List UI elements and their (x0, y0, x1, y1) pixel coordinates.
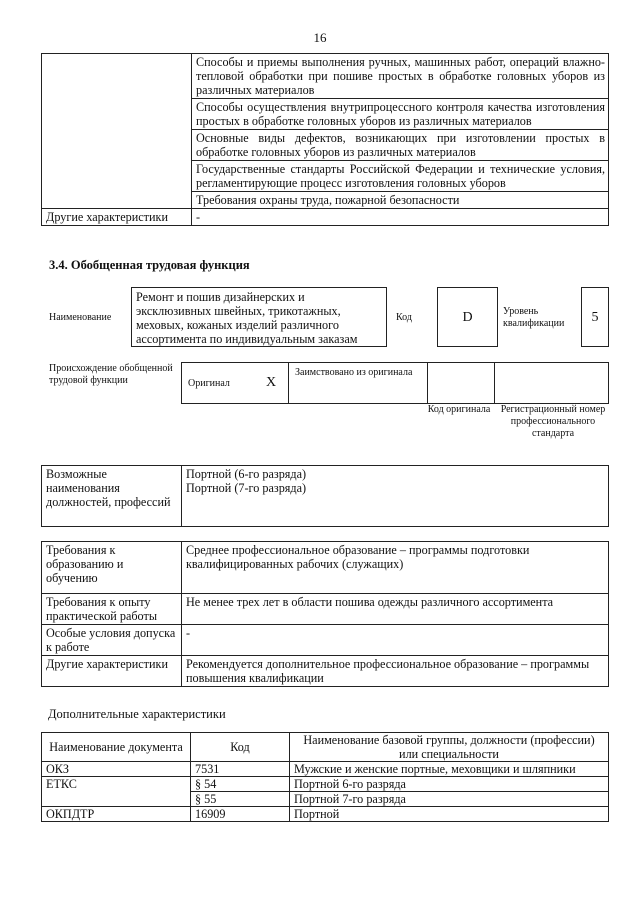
reg-number-cell (495, 363, 609, 404)
table-row (42, 625, 609, 656)
header-code: Код (191, 733, 290, 762)
doc-cell: ОКПДТР (42, 807, 191, 822)
requirement-label: Требования к опыту практической работы (42, 594, 182, 625)
table-row (42, 542, 609, 594)
table-row (42, 733, 609, 762)
code-cell: 7531 (191, 762, 290, 777)
origin-code-cell (428, 363, 495, 404)
table-row (42, 209, 609, 226)
other-characteristics-value: - (192, 209, 609, 226)
function-code-box: D (437, 287, 498, 347)
table-row (42, 656, 609, 687)
requirement-value: Среднее профессиональное образование – программы подготовки квалифицированных рабочих (служащих) (182, 542, 609, 594)
empty-label-cell (42, 54, 192, 209)
additional-table (41, 732, 609, 822)
requirement-label: Особые условия допуска к работе (42, 625, 182, 656)
positions-table (41, 465, 609, 527)
knowledge-item: Способы осуществления внутрипроцессного контроля качества изготовления простых в обработке головных уборов из различных материалов (192, 99, 609, 130)
requirement-value: Рекомендуется дополнительное профессиональное образование – программы повышения квалификации (182, 656, 609, 687)
page-number: 16 (313, 30, 327, 45)
other-characteristics-label: Другие характеристики (42, 209, 192, 226)
position-item: Портной (7-го разряда) (186, 481, 307, 495)
doc-cell: ЕТКС (42, 777, 191, 807)
table-row (182, 363, 609, 404)
code-cell: § 54 (191, 777, 290, 792)
knowledge-item: Основные виды дефектов, возникающих при изготовлении простых в обработке головных уборов из различных материалов (192, 130, 609, 161)
requirement-label: Требования к образованию и обучению (42, 542, 182, 594)
knowledge-table (41, 53, 609, 226)
code-cell: 16909 (191, 807, 290, 822)
knowledge-item: Способы и приемы выполнения ручных, машинных работ, операций влажно-тепловой обработки при пошиве простых в обработке головных уборов из различных материалов (192, 54, 609, 99)
table-row (42, 594, 609, 625)
name-cell: Портной 6-го разряда (290, 777, 609, 792)
origin-label: Происхождение обобщенной трудовой функции (49, 363, 173, 386)
additional-title: Дополнительные характеристики (48, 707, 226, 721)
requirement-value: - (182, 625, 609, 656)
header-document: Наименование документа (42, 733, 191, 762)
table-row (42, 777, 609, 792)
name-cell: Мужские и женские портные, меховщики и шляпники (290, 762, 609, 777)
level-label: Уровень квалификации (503, 306, 565, 329)
header-name: Наименование базовой группы, должности (профессии) или специальности (290, 733, 609, 762)
name-label: Наименование (49, 312, 112, 323)
origin-table (181, 362, 609, 404)
requirement-value: Не менее трех лет в области пошива одежды различного ассортимента (182, 594, 609, 625)
positions-label: Возможные наименования должностей, профессий (42, 466, 182, 527)
table-row (42, 762, 609, 777)
requirements-table (41, 541, 609, 687)
code-cell: § 55 (191, 792, 290, 807)
table-row (42, 807, 609, 822)
code-caption: Код оригинала (427, 404, 491, 415)
position-item: Портной (6-го разряда) (186, 467, 307, 481)
doc-cell: ОКЗ (42, 762, 191, 777)
requirement-label: Другие характеристики (42, 656, 182, 687)
knowledge-item: Государственные стандарты Российской Федерации и технические условия, регламентирующие процесс изготовления головных уборов (192, 161, 609, 192)
original-label: Оригинал (182, 363, 255, 404)
original-mark: X (254, 363, 289, 404)
function-name-box: Ремонт и пошив дизайнерских и эксклюзивных швейных, трикотажных, меховых, кожаных изделий различного ассортимента по индивидуальным заказам (131, 287, 387, 347)
name-cell: Портной (290, 807, 609, 822)
section-heading: 3.4. Обобщенная трудовая функция (49, 258, 250, 272)
code-label: Код (396, 312, 412, 323)
name-cell: Портной 7-го разряда (290, 792, 609, 807)
reg-caption: Регистрационный номер профессионального стандарта (500, 404, 606, 439)
borrowed-label: Заимствовано из оригинала (289, 363, 428, 404)
positions-values (182, 466, 609, 527)
level-box: 5 (581, 287, 609, 347)
table-row (42, 54, 609, 99)
table-row (42, 466, 609, 527)
knowledge-item: Требования охраны труда, пожарной безопасности (192, 192, 609, 209)
